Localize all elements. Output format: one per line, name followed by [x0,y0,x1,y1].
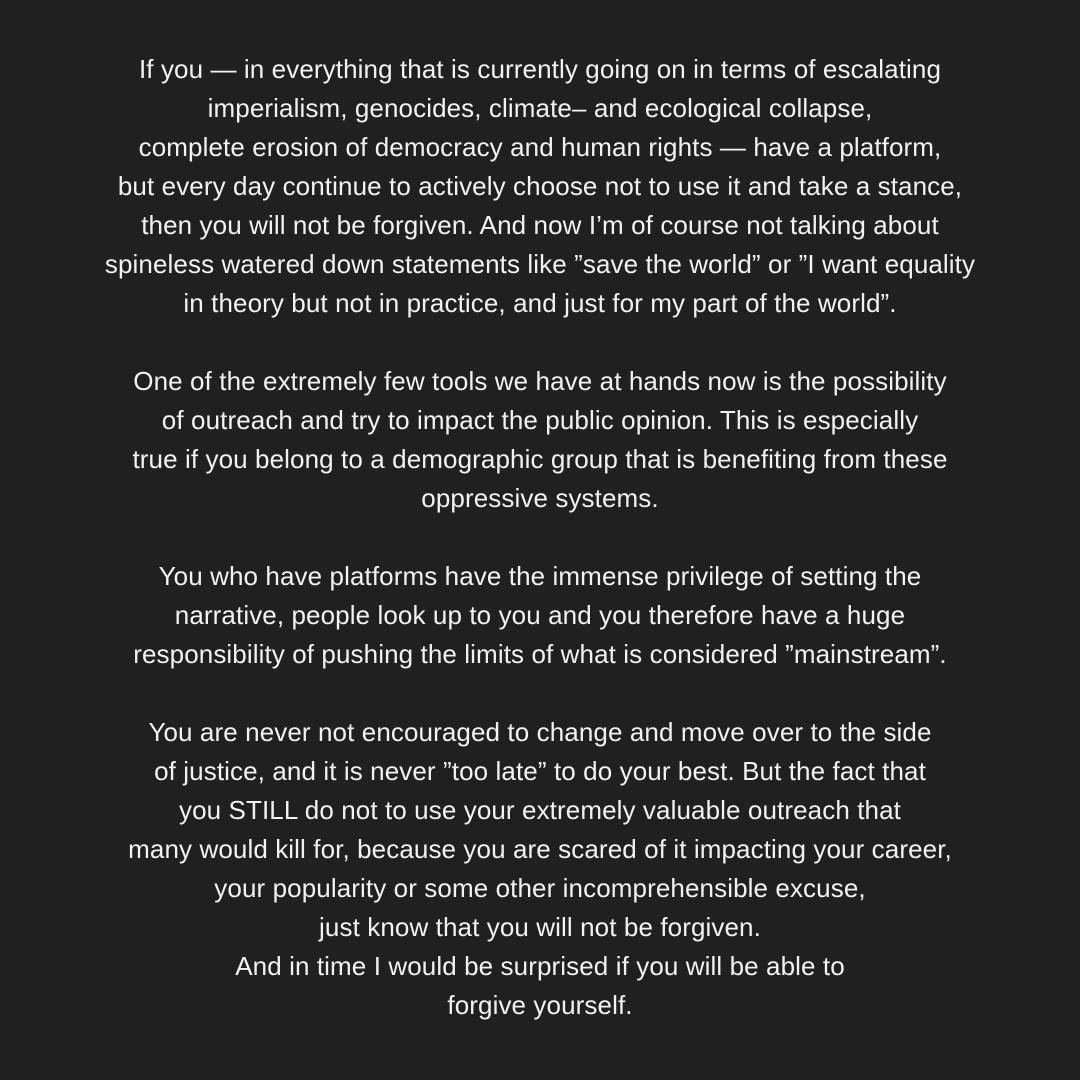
text-line: but every day continue to actively choose not to use it and take a stance, [117,171,963,201]
text-line: responsibility of pushing the limits of what is considered ”mainstream”. [133,639,947,669]
text-line: true if you belong to a demographic group that is benefiting from these [132,444,948,474]
text-line: spineless watered down statements like ”save the world” or ”I want equality [104,249,976,279]
text-line: One of the extremely few tools we have at hands now is the possibility [133,366,947,396]
text-line: of justice, and it is never ”too late” to do your best. But the fact that [154,756,926,786]
paragraph-3 [0,557,1080,674]
text-line: of outreach and try to impact the public opinion. This is especially [161,405,919,435]
text-line: forgive yourself. [447,990,633,1020]
text-line: your popularity or some other incomprehensible excuse, [214,873,866,903]
text-line: you STILL do not to use your extremely valuable outreach that [178,795,901,825]
text-line: imperialism, genocides, climate– and ecological collapse, [207,93,873,123]
text-line: oppressive systems. [421,483,659,513]
text-line: If you — in everything that is currently going on in terms of escalating [138,54,942,84]
text-line: in theory but not in practice, and just for my part of the world”. [183,288,897,318]
text-line: You are never not encouraged to change and move over to the side [148,717,932,747]
text-line: just know that you will not be forgiven. [319,912,761,942]
text-line: You who have platforms have the immense privilege of setting the [158,561,922,591]
paragraph-1 [0,50,1080,323]
text-line: complete erosion of democracy and human rights — have a platform, [138,132,942,162]
text-line: narrative, people look up to you and you therefore have a huge [174,600,906,630]
paragraph-2 [0,362,1080,518]
text-line: many would kill for, because you are scared of it impacting your career, [128,834,952,864]
paragraph-4 [0,713,1080,1025]
text-line: then you will not be forgiven. And now I’m of course not talking about [141,210,939,240]
text-line: And in time I would be surprised if you will be able to [235,951,845,981]
